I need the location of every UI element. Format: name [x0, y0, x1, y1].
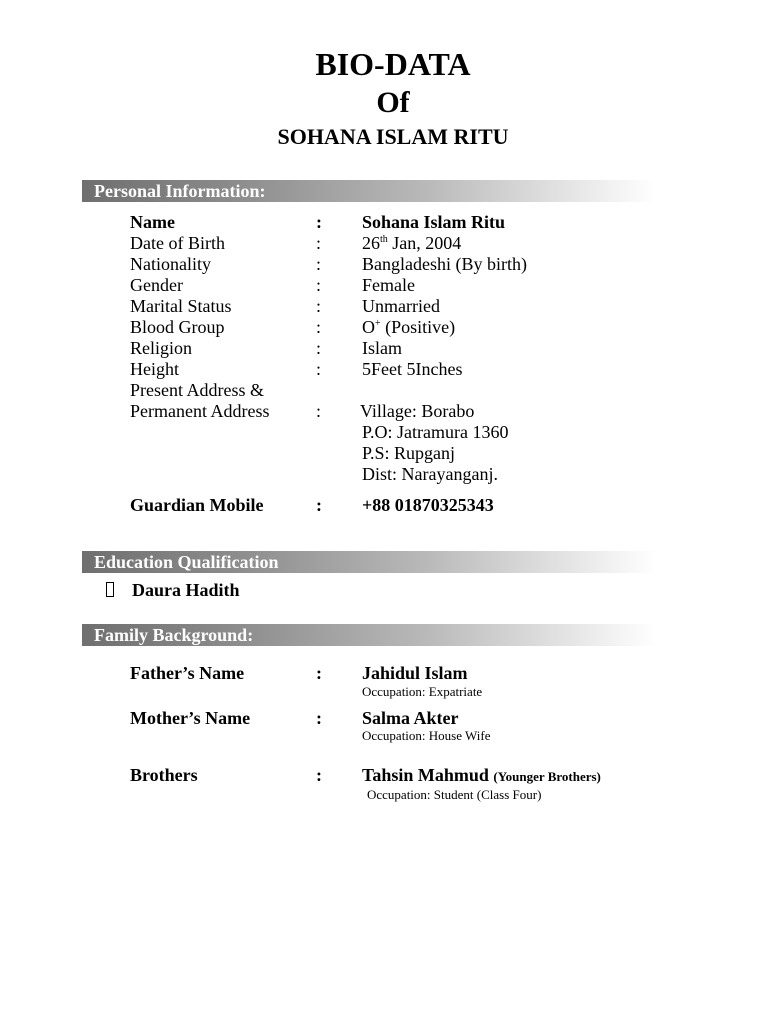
separator: :	[316, 296, 322, 316]
separator: :	[316, 663, 322, 683]
separator: :	[316, 233, 322, 253]
brother-note: (Younger Brothers)	[493, 769, 601, 784]
value-dob: 26th Jan, 2004	[362, 233, 462, 253]
label-brothers: Brothers	[130, 765, 198, 785]
value-gender: Female	[362, 275, 415, 295]
label-blood: Blood Group	[130, 317, 225, 337]
square-bullet-icon	[106, 582, 114, 597]
label-nationality: Nationality	[130, 254, 211, 274]
separator: :	[316, 338, 322, 358]
value-name: Sohana Islam Ritu	[362, 212, 506, 232]
title-of: Of	[376, 86, 410, 119]
section-header-personal: Personal Information:	[82, 180, 656, 202]
value-height: 5Feet 5Inches	[362, 359, 463, 379]
mother-occupation: Occupation: House Wife	[362, 728, 491, 743]
label-marital: Marital Status	[130, 296, 232, 316]
label-father: Father’s Name	[130, 663, 245, 683]
separator: :	[316, 495, 322, 515]
father-occupation: Occupation: Expatriate	[362, 684, 483, 699]
address-line: Dist: Narayanganj.	[362, 464, 498, 484]
address-line: P.S: Rupganj	[362, 443, 456, 463]
title-person-name: SOHANA ISLAM RITU	[277, 124, 509, 149]
label-dob: Date of Birth	[130, 233, 225, 253]
brother-occupation: Occupation: Student (Class Four)	[367, 787, 542, 802]
value-nationality: Bangladeshi (By birth)	[362, 254, 527, 274]
value-mother: Salma Akter	[362, 708, 459, 728]
value-guardian-mobile: +88 01870325343	[362, 495, 494, 515]
value-blood: O+ (Positive)	[362, 317, 456, 337]
value-father: Jahidul Islam	[362, 663, 468, 683]
label-height: Height	[130, 359, 179, 379]
label-present-address: Present Address &	[130, 380, 264, 400]
separator: :	[316, 317, 322, 337]
document-title	[0, 44, 768, 152]
education-item: Daura Hadith	[106, 580, 240, 601]
title-biodata: BIO-DATA	[315, 46, 471, 82]
label-name: Name	[130, 212, 175, 232]
label-permanent-address: Permanent Address	[130, 401, 270, 421]
separator: :	[316, 708, 322, 728]
label-guardian-mobile: Guardian Mobile	[130, 495, 264, 515]
separator: :	[316, 359, 322, 379]
label-mother: Mother’s Name	[130, 708, 251, 728]
value-marital: Unmarried	[362, 296, 440, 316]
separator: :	[316, 401, 322, 421]
section-header-education: Education Qualification	[82, 551, 656, 573]
separator: :	[316, 212, 322, 232]
label-gender: Gender	[130, 275, 183, 295]
label-religion: Religion	[130, 338, 192, 358]
value-religion: Islam	[362, 338, 402, 358]
section-header-family: Family Background:	[82, 624, 656, 646]
separator: :	[316, 275, 322, 295]
separator: :	[316, 254, 322, 274]
address-line: Village: Borabo	[360, 401, 475, 421]
address-line: P.O: Jatramura 1360	[362, 422, 509, 442]
value-brother: Tahsin Mahmud (Younger Brothers)	[362, 765, 601, 785]
separator: :	[316, 765, 322, 785]
